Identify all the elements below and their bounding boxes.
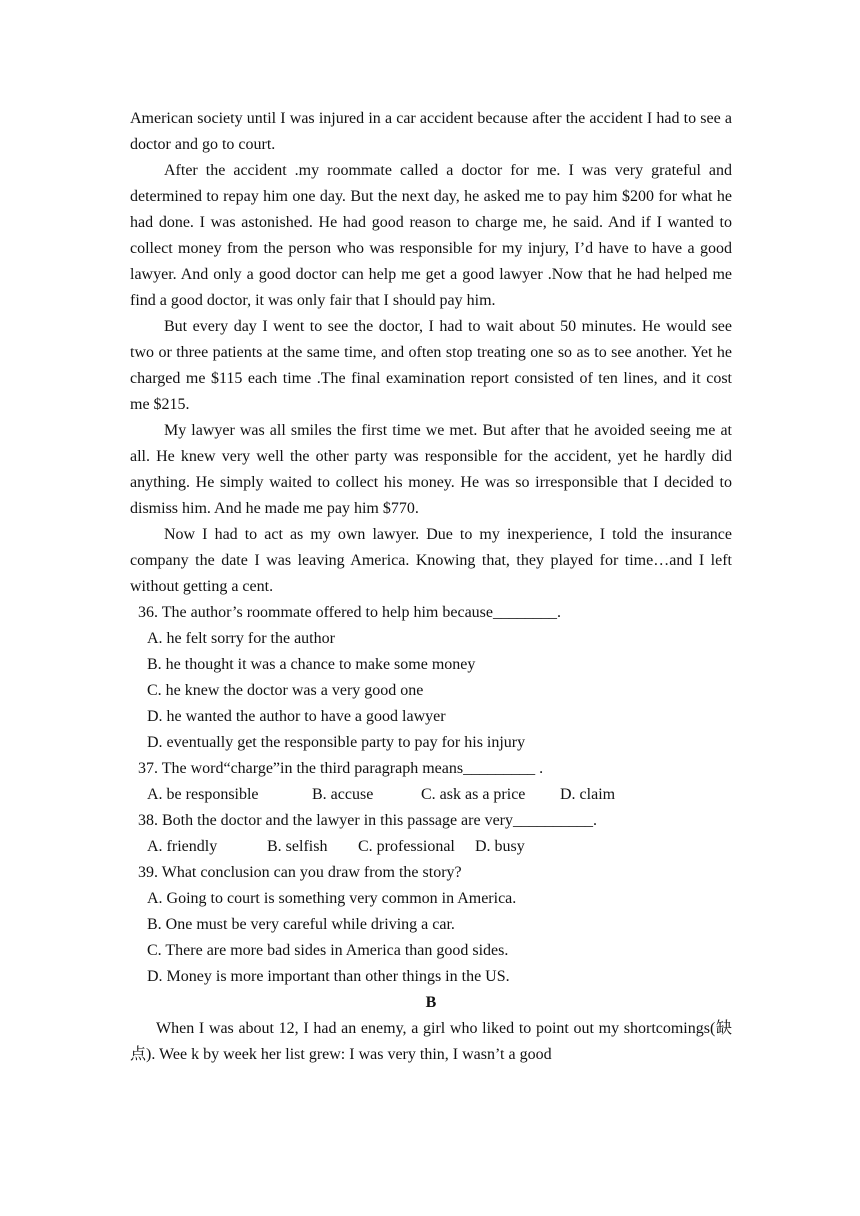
question-39-stem: 39. What conclusion can you draw from the story? bbox=[138, 864, 462, 881]
question-38-option-d: D. busy bbox=[475, 838, 525, 855]
passage-paragraph-1: After the accident .my roommate called a doctor for me. I was very grateful and determined to repay him one day. But the next day, he asked me to pay him $200 for what he had done. I was astonished. He had good reason to charge me, he said. And if I wanted to collect money from the person who was responsible for my injury, I’d have to have a good lawyer. And only a good doctor can help me get a good lawyer .Now that he had helped me find a good doctor, it was only fair that I should pay him. bbox=[130, 162, 732, 309]
question-39-option-b: B. One must be very careful while driving a car. bbox=[147, 916, 455, 933]
question-39-option-c: C. There are more bad sides in America than good sides. bbox=[147, 942, 509, 959]
question-38-option-a: A. friendly bbox=[147, 838, 218, 855]
passage-paragraph-4: Now I had to act as my own lawyer. Due to my inexperience, I told the insurance company the date I was leaving America. Knowing that, they played for time…and I left without getting a cent. bbox=[130, 526, 732, 595]
question-37-option-b: B. accuse bbox=[312, 786, 374, 803]
question-36-stem: 36. The author’s roommate offered to help him because________. bbox=[138, 604, 562, 621]
question-37-options bbox=[130, 782, 732, 808]
question-37-option-a: A. be responsible bbox=[147, 786, 259, 803]
passage-paragraph-3: My lawyer was all smiles the first time we met. But after that he avoided seeing me at all. He knew very well the other party was responsible for the accident, yet he hardly did anything. He simply waited to collect his money. He was so irresponsible that I decided to dismiss him. And he made me pay him $770. bbox=[130, 422, 732, 517]
question-38-options bbox=[130, 834, 732, 860]
question-38-stem: 38. Both the doctor and the lawyer in this passage are very__________. bbox=[138, 812, 597, 829]
question-39-option-d: D. Money is more important than other things in the US. bbox=[147, 968, 510, 985]
passage-paragraph-2: But every day I went to see the doctor, I had to wait about 50 minutes. He would see two or three patients at the same time, and often stop treating one so as to see another. Yet he charged me $115 each time .The final examination report consisted of ten lines, and it cost me $215. bbox=[130, 318, 732, 413]
question-38-option-c: C. professional bbox=[358, 838, 455, 855]
question-39-option-a: A. Going to court is something very common in America. bbox=[147, 890, 517, 907]
question-37-stem: 37. The word“charge”in the third paragraph means_________ . bbox=[138, 760, 544, 777]
question-36-option-d-extra: D. eventually get the responsible party to pay for his injury bbox=[147, 734, 526, 751]
question-37-option-d: D. claim bbox=[560, 786, 616, 803]
section-b-title: B bbox=[425, 994, 437, 1011]
question-38-option-b: B. selfish bbox=[267, 838, 328, 855]
question-36-option-c: C. he knew the doctor was a very good one bbox=[147, 682, 424, 699]
question-36-option-a: A. he felt sorry for the author bbox=[147, 630, 335, 647]
question-36-option-d: D. he wanted the author to have a good lawyer bbox=[147, 708, 446, 725]
document-page bbox=[130, 106, 732, 1068]
question-36-option-b: B. he thought it was a chance to make some money bbox=[147, 656, 476, 673]
passage-continuation: American society until I was injured in a car accident because after the accident I had to see a doctor and go to court. bbox=[130, 110, 732, 153]
section-b-opening: When I was about 12, I had an enemy, a girl who liked to point out my shortcomings(缺点). Wee k by week her list grew: I was very thin, I wasn’t a good bbox=[130, 1020, 732, 1063]
question-37-option-c: C. ask as a price bbox=[421, 786, 526, 803]
